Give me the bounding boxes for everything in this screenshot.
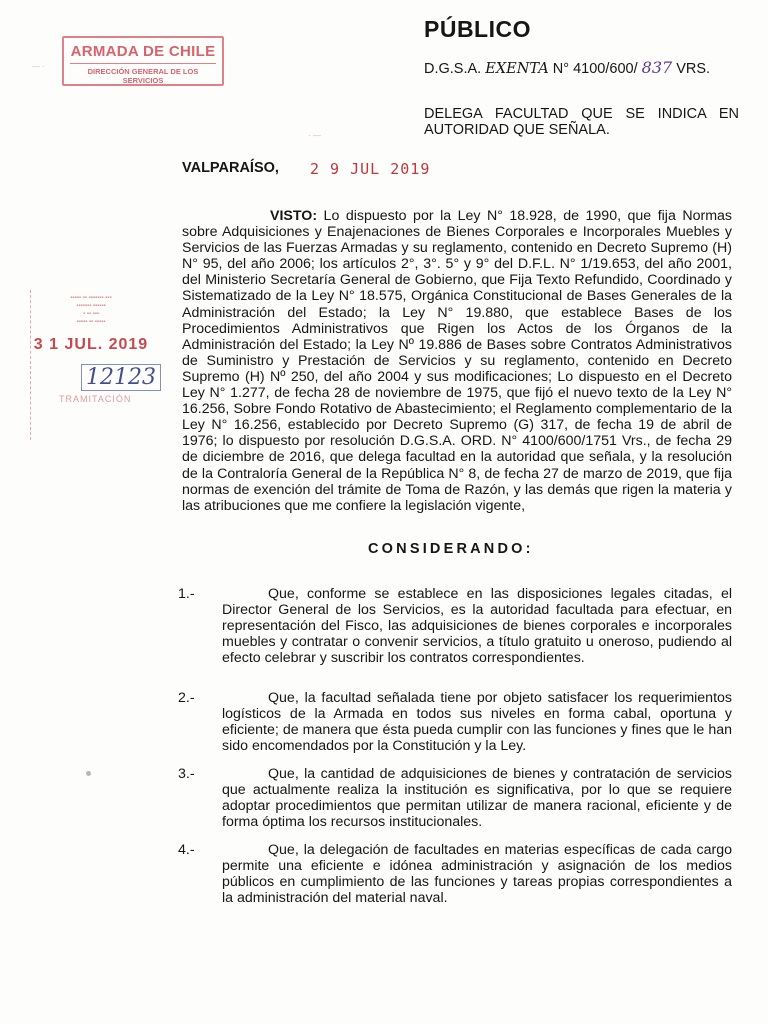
place-label: VALPARAÍSO, bbox=[182, 160, 279, 176]
item-number: 1.- bbox=[178, 586, 195, 602]
item-text: Que, la delegación de facultades en materias específicas de cada cargo permite una eficiente e idónea administración y asignación de los medios públicos en cumplimiento de las funciones y tareas propias correspondientes a la administración del material naval. bbox=[222, 842, 732, 907]
document-classification: PÚBLICO bbox=[424, 16, 531, 42]
item-number: 3.- bbox=[178, 766, 195, 782]
ref-suffix: VRS. bbox=[672, 61, 711, 77]
item-text: Que, la facultad señalada tiene por objeto satisfacer los requerimientos logísticos de la Armada en todos sus niveles en forma cabal, oportuna y eficiente; de manera que ésta pueda cumplir con las funciones y fines que le han sido encomendados por la Constitución y la Ley. bbox=[222, 690, 732, 755]
institution-stamp bbox=[62, 36, 224, 86]
considerando-item bbox=[178, 766, 732, 831]
scan-mark: · — bbox=[308, 131, 321, 140]
scan-mark: — · bbox=[32, 62, 45, 71]
ref-exenta: EXENTA bbox=[485, 61, 549, 77]
ref-prefix: D.G.S.A. bbox=[424, 61, 486, 77]
item-text: Que, conforme se establece en las disposiciones legales citadas, el Director General de los Servicios, es la autoridad facultada para efectuar, en representación del Fisco, las adquisiciones de bienes corporales e incorporales muebles y contratar o convenir servicios, a título gratuito u oneroso, pudiendo al efecto celebrar y suscribir los contratos correspondientes. bbox=[222, 586, 732, 667]
ref-number: N° 4100/600/ bbox=[548, 61, 642, 77]
document-subject: DELEGA FACULTAD QUE SE INDICA EN AUTORIDAD QUE SEÑALA. bbox=[424, 106, 739, 138]
considerando-item bbox=[178, 842, 732, 907]
stamp-handwritten-number: 12123 bbox=[81, 364, 161, 391]
stamp-faded-header: ▪▪▪▪▪ ▪▪ ▪▪▪▪▪▪▪ ▪▪▪ ▪▪▪▪▪▪▪ ▪▪▪▪▪▪ ▪ ▪▪ ▪▪▪ ▪▪▪▪▪ ▪▪ ▪▪▪▪▪ bbox=[70, 295, 112, 325]
item-number: 2.- bbox=[178, 690, 195, 706]
visto-text: Lo dispuesto por la Ley N° 18.928, de 1990, que fija Normas sobre Adquisiciones y Enajenaciones de Bienes Corporales e Incorporales Muebles y Servicios de las Fuerzas Armadas y su reglamento, contenido en Decreto Supremo (H) N° 95, del año 2006; los artículos 2°, 3°. 5° y 9° del D.F.L. N° 1/19.653, del año 2001, del Ministerio Secretaría General de Gobierno, que Fija Texto Refundido, Coordinado y Sistematizado de la Ley N° 18.575, Orgánica Constitucional de Bases Generales de la Administración del Estado; la Ley N° 19.880, que establece Bases de los Procedimientos Administrativos que Rigen los Actos de los Órganos de la Administración del Estado; la Ley Nº 19.886 de Bases sobre Contratos Administrativos de Suministro y Prestación de Servicios y su reglamento, contenido en Decreto Supremo (H) Nº 250, del año 2004 y sus modificaciones; Lo dispuesto en el Decreto Ley N° 1.277, de fecha 28 de noviembre de 1975, que fijó el nuevo texto de la Ley N° 16.256, Sobre Fondo Rotativo de Abastecimiento; el Reglamento complementario de la Ley N° 16.256, establecido por Decreto Supremo (G) 317, de fecha 19 de abril de 1976; lo dispuesto por resolución D.G.S.A. ORD. N° 4100/600/1751 Vrs., de fecha 29 de diciembre de 2016, que delega facultad en la autoridad que señala, y la resolución de la Contraloría General de la República N° 8, de fecha 27 de marzo de 2019, que fija normas de exención del trámite de Toma de Razón, y las demás que rigen la materia y las atribuciones que me confiere la legislación vigente, bbox=[182, 208, 732, 514]
scan-speck bbox=[86, 771, 91, 776]
stamp-department-name: DIRECCIÓN GENERAL DE LOS SERVICIOS bbox=[70, 63, 216, 85]
visto-paragraph bbox=[182, 208, 732, 514]
considerando-heading: CONSIDERANDO: bbox=[368, 541, 534, 557]
considerando-item bbox=[178, 690, 732, 755]
stamp-institution-name: ARMADA DE CHILE bbox=[70, 43, 216, 60]
visto-label: VISTO: bbox=[270, 208, 318, 224]
resolution-reference bbox=[424, 58, 710, 77]
stamp-received-date: 3 1 JUL. 2019 bbox=[33, 336, 149, 353]
ref-handwritten-number: 837 bbox=[641, 58, 673, 77]
stamp-label: TRAMITACIÓN bbox=[59, 394, 132, 404]
reception-stamp bbox=[30, 290, 156, 440]
considerando-item bbox=[178, 586, 732, 667]
item-text: Que, la cantidad de adquisiciones de bienes y contratación de servicios que actualmente realiza la institución es significativa, por lo que se requiere adoptar procedimientos que permitan utilizar de manera racional, eficiente y de forma óptima los recursos institucionales. bbox=[222, 766, 732, 831]
item-number: 4.- bbox=[178, 842, 195, 858]
date-stamp: 2 9 JUL 2019 bbox=[310, 160, 431, 178]
